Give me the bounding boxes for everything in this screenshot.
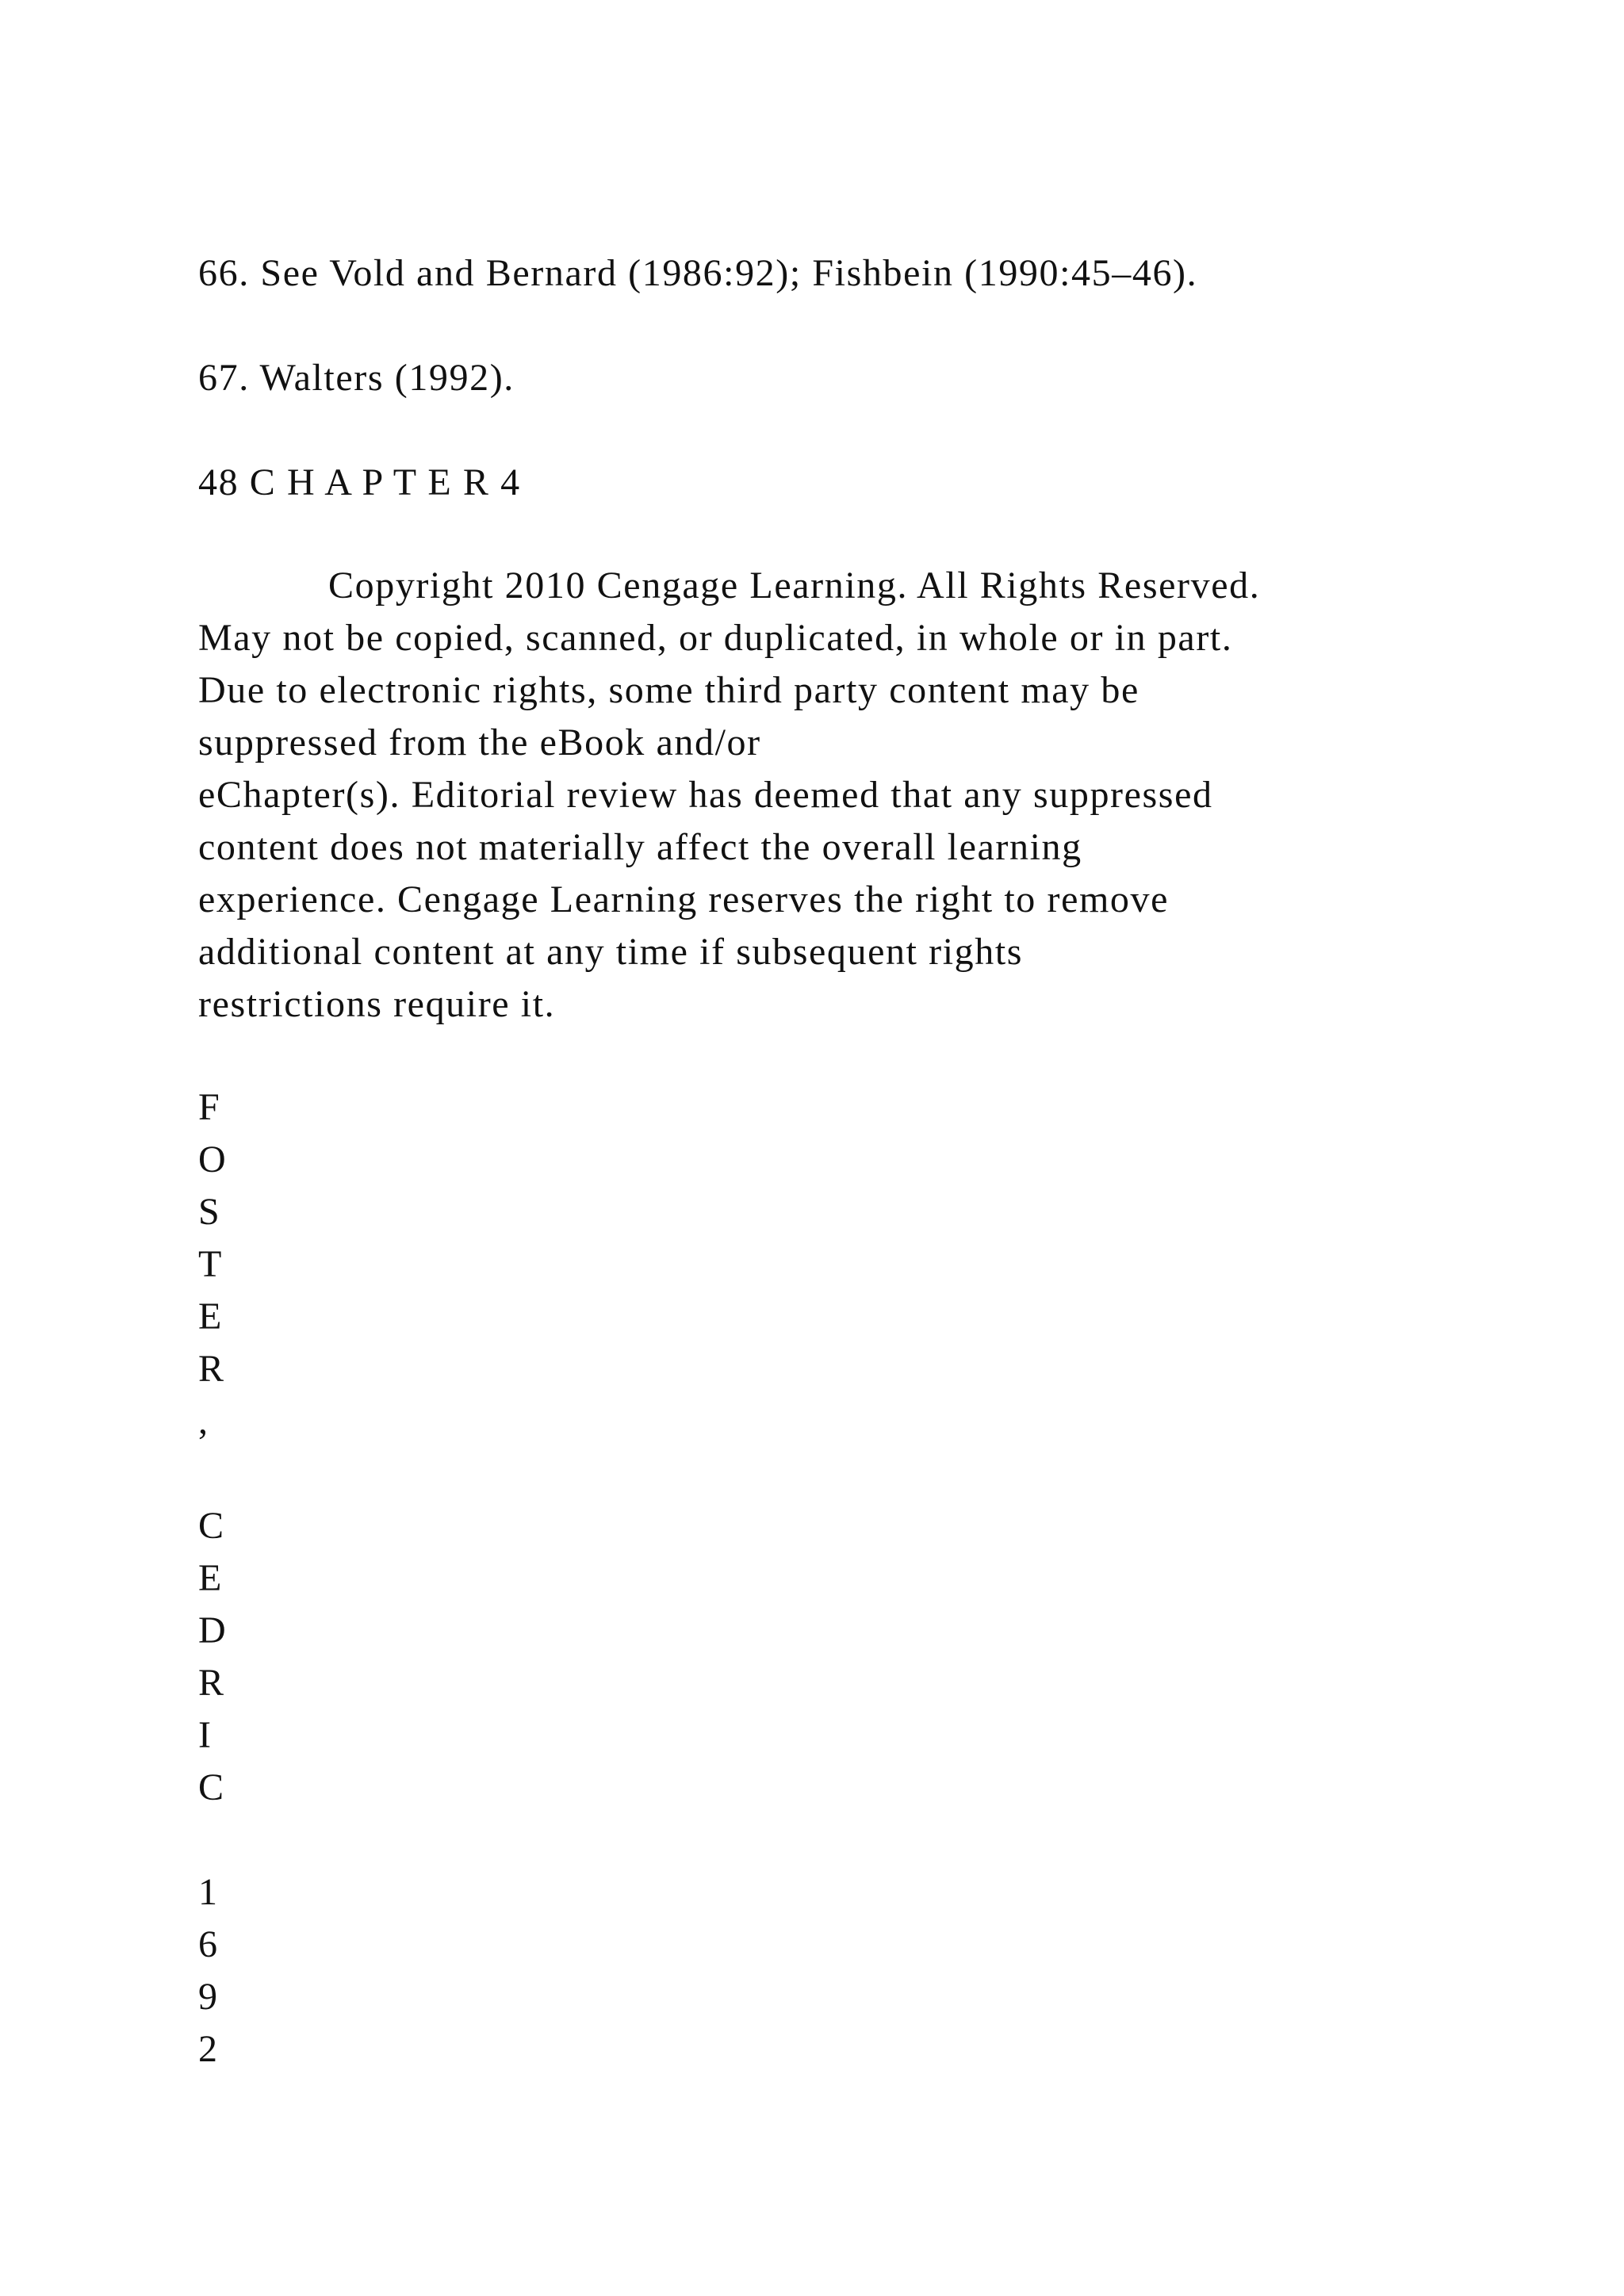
copyright-line: eChapter(s). Editorial review has deemed that any suppressed [198, 774, 1213, 816]
vertical-char: C [198, 1505, 224, 1547]
copyright-line: additional content at any time if subsequent rights [198, 931, 1024, 973]
copyright-line: suppressed from the eBook and/or [198, 721, 761, 763]
vertical-char: , [198, 1400, 208, 1442]
copyright-line: experience. Cengage Learning reserves the right to remove [198, 878, 1170, 920]
copyright-line: May not be copied, scanned, or duplicated, in whole or in part. [198, 617, 1233, 659]
vertical-char: I [198, 1714, 211, 1756]
vertical-char: 9 [198, 1976, 217, 2018]
vertical-char: 2 [198, 2028, 217, 2070]
vertical-char: R [198, 1348, 224, 1390]
vertical-watermark-text [198, 1081, 226, 2076]
vertical-char: O [198, 1138, 226, 1181]
vertical-char: S [198, 1191, 220, 1233]
copyright-line: Copyright 2010 Cengage Learning. All Rights Reserved. [328, 564, 1261, 607]
vertical-char: T [198, 1243, 222, 1285]
vertical-char: R [198, 1662, 224, 1704]
vertical-char: E [198, 1557, 222, 1599]
vertical-char: E [198, 1295, 222, 1337]
footnote-67: 67. Walters (1992). [198, 357, 515, 399]
copyright-line: Due to electronic rights, some third party content may be [198, 669, 1139, 711]
copyright-line: content does not materially affect the overall learning [198, 826, 1082, 868]
vertical-char: D [198, 1609, 226, 1651]
vertical-char [198, 1814, 226, 1866]
chapter-heading: 48 C H A P T E R 4 [198, 461, 521, 503]
vertical-char: F [198, 1086, 220, 1128]
vertical-char: 1 [198, 1871, 217, 1913]
copyright-notice [198, 560, 1435, 1031]
copyright-line: restrictions require it. [198, 983, 556, 1025]
vertical-char: C [198, 1766, 224, 1808]
vertical-char: 6 [198, 1923, 217, 1965]
vertical-char [198, 1448, 226, 1500]
footnote-66: 66. See Vold and Bernard (1986:92); Fishbein (1990:45–46). [198, 252, 1198, 294]
